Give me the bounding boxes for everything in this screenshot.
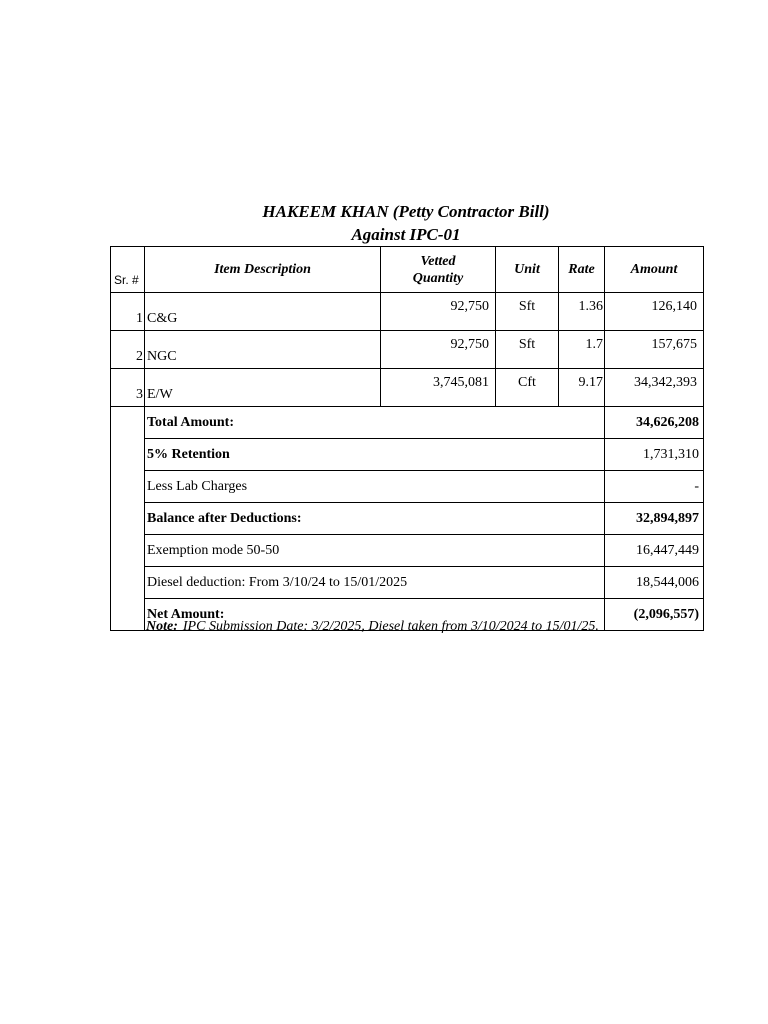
item-rate: 9.17 (559, 369, 605, 407)
note (146, 619, 599, 635)
summary-value: (2,096,557) (605, 599, 704, 631)
exemption-row (111, 535, 704, 567)
item-sr: 3 (111, 369, 145, 407)
header-rate: Rate (559, 247, 605, 293)
header-vetted-line2: Quantity (412, 270, 464, 286)
bill-table (110, 246, 704, 631)
summary-label: Net Amount: (145, 599, 605, 631)
table-row (111, 369, 704, 407)
header-vetted-quantity (381, 247, 496, 293)
summary-label: 5% Retention (145, 439, 605, 471)
total-amount-row (111, 407, 704, 439)
item-amount: 126,140 (605, 293, 704, 331)
header-description: Item Description (145, 247, 381, 293)
item-sr: 2 (111, 331, 145, 369)
item-quantity: 92,750 (381, 331, 496, 369)
item-amount: 34,342,393 (605, 369, 704, 407)
item-quantity: 92,750 (381, 293, 496, 331)
summary-value: 18,544,006 (605, 567, 704, 599)
item-description: NGC (145, 331, 381, 369)
note-text: IPC Submission Date: 3/2/2025, Diesel taken from 3/10/2024 to 15/01/25. (182, 619, 599, 634)
header-row (111, 247, 704, 293)
item-unit: Cft (496, 369, 559, 407)
item-amount: 157,675 (605, 331, 704, 369)
summary-value: 16,447,449 (605, 535, 704, 567)
table-row (111, 293, 704, 331)
retention-row (111, 439, 704, 471)
header-amount: Amount (605, 247, 704, 293)
summary-label: Less Lab Charges (145, 471, 605, 503)
summary-label: Balance after Deductions: (145, 503, 605, 535)
bill-title: HAKEEM KHAN (Petty Contractor Bill) (262, 202, 550, 221)
item-description: E/W (145, 369, 381, 407)
item-description: C&G (145, 293, 381, 331)
summary-spacer (111, 407, 145, 631)
balance-row (111, 503, 704, 535)
summary-value: - (605, 471, 704, 503)
diesel-deduction-row (111, 567, 704, 599)
item-unit: Sft (496, 331, 559, 369)
item-unit: Sft (496, 293, 559, 331)
summary-value: 1,731,310 (605, 439, 704, 471)
item-quantity: 3,745,081 (381, 369, 496, 407)
summary-label: Total Amount: (145, 407, 605, 439)
item-rate: 1.7 (559, 331, 605, 369)
table-row (111, 331, 704, 369)
header-vetted-line1: Vetted (420, 253, 456, 269)
header-unit: Unit (496, 247, 559, 293)
summary-value: 34,626,208 (605, 407, 704, 439)
header-sr: Sr. # (111, 247, 145, 293)
summary-value: 32,894,897 (605, 503, 704, 535)
lab-charges-row (111, 471, 704, 503)
bill-subtitle: Against IPC-01 (351, 225, 461, 244)
summary-label: Diesel deduction: From 3/10/24 to 15/01/2025 (145, 567, 605, 599)
item-rate: 1.36 (559, 293, 605, 331)
summary-label: Exemption mode 50-50 (145, 535, 605, 567)
note-label: Note: (146, 619, 178, 634)
item-sr: 1 (111, 293, 145, 331)
